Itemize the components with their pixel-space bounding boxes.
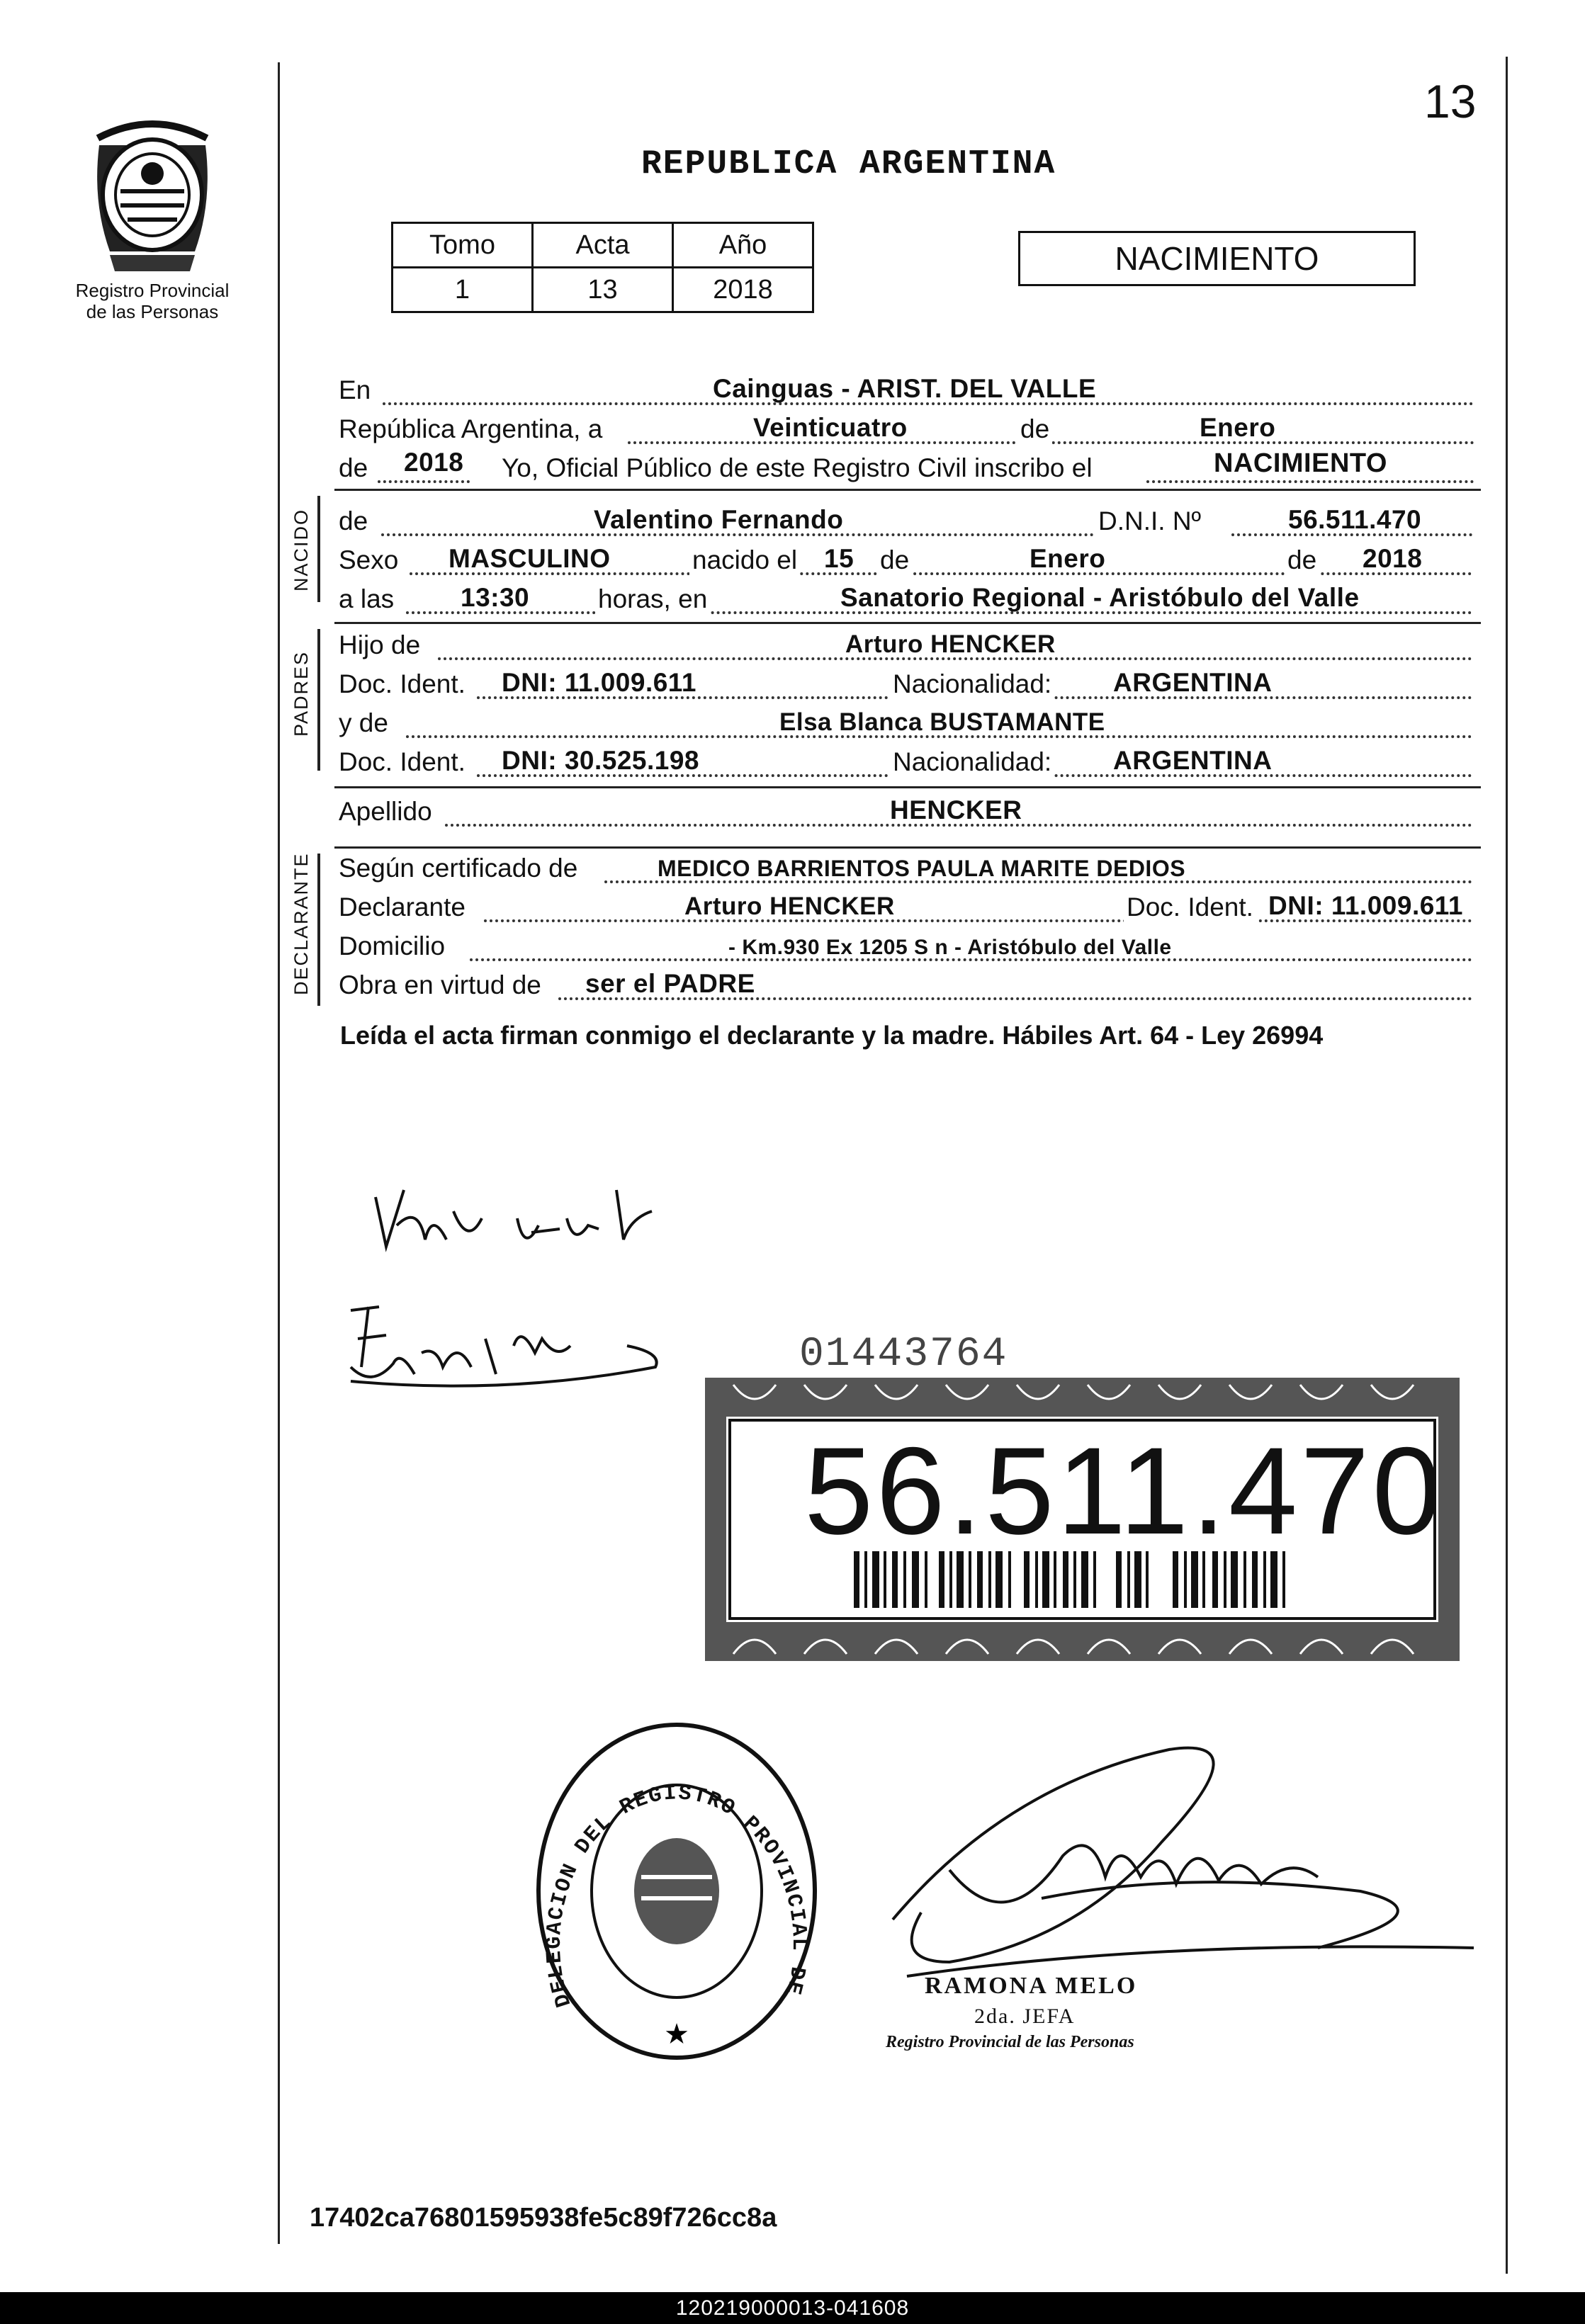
serial-stamp: 01443764 xyxy=(799,1332,1008,1378)
birth-month-value: Enero xyxy=(1030,544,1106,573)
value-ano: 2018 xyxy=(673,268,813,312)
horas-en-label: horas, en xyxy=(595,584,710,614)
mother-nationality-value: ARGENTINA xyxy=(1113,746,1273,775)
address-value: - Km.930 Ex 1205 S n - Aristóbulo del Valle xyxy=(728,936,1172,959)
seal-ring-glyphs xyxy=(538,1721,815,2054)
sex-birth-row xyxy=(339,545,1476,578)
capacity-row xyxy=(339,970,1476,1003)
section-divider xyxy=(334,489,1481,491)
de-label: de xyxy=(1017,414,1052,444)
value-acta: 13 xyxy=(533,268,673,312)
capacity-value: ser el PADRE xyxy=(585,969,755,998)
mother-doc-row xyxy=(339,747,1476,780)
year-value: 2018 xyxy=(404,448,464,477)
y-de-label: y de xyxy=(339,708,388,737)
year-row xyxy=(339,448,1476,486)
header-acta: Acta xyxy=(533,223,673,268)
seal-text-ring xyxy=(538,1721,815,2054)
date-row xyxy=(339,414,1476,447)
declarant-row xyxy=(339,892,1476,925)
sexo-value: MASCULINO xyxy=(449,544,611,573)
mother-name-value: Elsa Blanca BUSTAMANTE xyxy=(779,708,1105,736)
svg-text:★: ★ xyxy=(664,2018,689,2051)
header-tomo: Tomo xyxy=(393,223,533,268)
en-label: En xyxy=(339,375,371,404)
address-row xyxy=(339,931,1476,964)
place-row xyxy=(339,375,1476,408)
header-ano: Año xyxy=(673,223,813,268)
de-label-year: de xyxy=(1285,545,1319,575)
official-name: RAMONA MELO xyxy=(925,1973,1138,1999)
hijo-de-label: Hijo de xyxy=(339,630,421,659)
register-table-value-row xyxy=(393,268,813,312)
register-table-header-row xyxy=(393,223,813,268)
father-doc-row xyxy=(339,669,1476,702)
de-label-name: de xyxy=(339,506,368,535)
nacionalidad-label: Nacionalidad: xyxy=(890,747,1054,777)
republica-label: República Argentina, a xyxy=(339,414,603,443)
time-place-row xyxy=(339,584,1476,617)
statement-text: Yo, Oficial Público de este Registro Civil inscribo el xyxy=(502,453,1093,482)
section-divider xyxy=(334,846,1481,849)
mother-doc-value: DNI: 30.525.198 xyxy=(502,746,700,775)
mother-signature xyxy=(329,1282,684,1402)
section-divider xyxy=(334,786,1481,788)
sexo-label: Sexo xyxy=(339,545,399,574)
document-title: REPUBLICA ARGENTINA xyxy=(641,145,1056,183)
birth-year-value: 2018 xyxy=(1363,544,1423,573)
dni-large-number: 56.511.470 xyxy=(804,1422,1444,1560)
official-role: 2da. JEFA xyxy=(974,2005,1076,2028)
birth-time-value: 13:30 xyxy=(461,583,530,612)
page-number: 13 xyxy=(1424,75,1477,127)
closing-note: Leída el acta firman conmigo el declarante y la madre. Hábiles Art. 64 - Ley 26994 xyxy=(340,1021,1324,1050)
province-emblem-logo xyxy=(78,117,227,280)
declarante-side-label: DECLARANTE xyxy=(291,852,312,995)
padres-side-label: PADRES xyxy=(291,650,312,737)
birth-day-value: 15 xyxy=(824,544,854,573)
child-dni-value: 56.511.470 xyxy=(1288,505,1422,534)
father-row xyxy=(339,630,1476,663)
dni-barcode-label xyxy=(705,1378,1460,1661)
cert-value: MEDICO BARRIENTOS PAULA MARITE DEDIOS xyxy=(658,856,1186,881)
official-org: Registro Provincial de las Personas xyxy=(886,2033,1134,2051)
declarant-doc-value: DNI: 11.009.611 xyxy=(1268,891,1463,920)
obra-label: Obra en virtud de xyxy=(339,970,541,999)
month-value: Enero xyxy=(1200,413,1276,442)
footer-code: 120219000013-041608 xyxy=(675,2296,910,2320)
declarante-label: Declarante xyxy=(339,892,466,922)
section-divider xyxy=(334,622,1481,624)
surname-row xyxy=(339,797,1476,829)
surname-value: HENCKER xyxy=(890,795,1022,824)
cert-label: Según certificado de xyxy=(339,854,578,883)
child-names-value: Valentino Fernando xyxy=(594,505,844,534)
logo-caption xyxy=(50,280,255,322)
dni-label: D.N.I. Nº xyxy=(1095,506,1204,536)
svg-text:DELEGACION DEL REGISTRO PROVIN xyxy=(538,1721,811,2013)
nacido-side-label: NACIDO xyxy=(291,508,312,591)
domicilio-label: Domicilio xyxy=(339,931,446,960)
logo-caption-line1: Registro Provincial xyxy=(75,280,230,301)
seal-text: DELEGACION DEL REGISTRO PROVINCIAL DE xyxy=(542,1781,811,2010)
de-label-birth: de xyxy=(877,545,912,575)
declarant-name-value: Arturo HENCKER xyxy=(684,892,895,920)
right-margin-line xyxy=(1506,57,1508,2274)
value-tomo: 1 xyxy=(393,268,533,312)
father-doc-value: DNI: 11.009.611 xyxy=(502,668,696,697)
father-name-value: Arturo HENCKER xyxy=(845,630,1056,658)
record-word-value: NACIMIENTO xyxy=(1214,448,1387,478)
apellido-label: Apellido xyxy=(339,797,432,826)
nacido-el-label: nacido el xyxy=(689,545,800,575)
record-type-box: NACIMIENTO xyxy=(1018,231,1416,286)
a-las-label: a las xyxy=(339,584,395,613)
nacionalidad-label: Nacionalidad: xyxy=(890,669,1054,699)
day-words-value: Veinticuatro xyxy=(753,413,908,442)
name-row xyxy=(339,506,1476,539)
left-margin-line xyxy=(278,62,280,2244)
doc-ident-label: Doc. Ident. xyxy=(1124,892,1256,922)
de-label-2: de xyxy=(339,453,368,482)
place-value: Cainguas - ARIST. DEL VALLE xyxy=(713,374,1097,403)
logo-caption-line2: de las Personas xyxy=(86,301,219,322)
mother-row xyxy=(339,708,1476,741)
doc-ident-label: Doc. Ident. xyxy=(339,747,466,776)
document-hash: 17402ca76801595938fe5c89f726cc8a xyxy=(310,2203,777,2233)
certificate-row xyxy=(339,854,1476,886)
doc-ident-label: Doc. Ident. xyxy=(339,669,466,698)
father-nationality-value: ARGENTINA xyxy=(1113,668,1273,697)
declarant-signature xyxy=(354,1162,673,1275)
register-table xyxy=(391,222,814,313)
birth-place-value: Sanatorio Regional - Aristóbulo del Valle xyxy=(840,583,1360,612)
